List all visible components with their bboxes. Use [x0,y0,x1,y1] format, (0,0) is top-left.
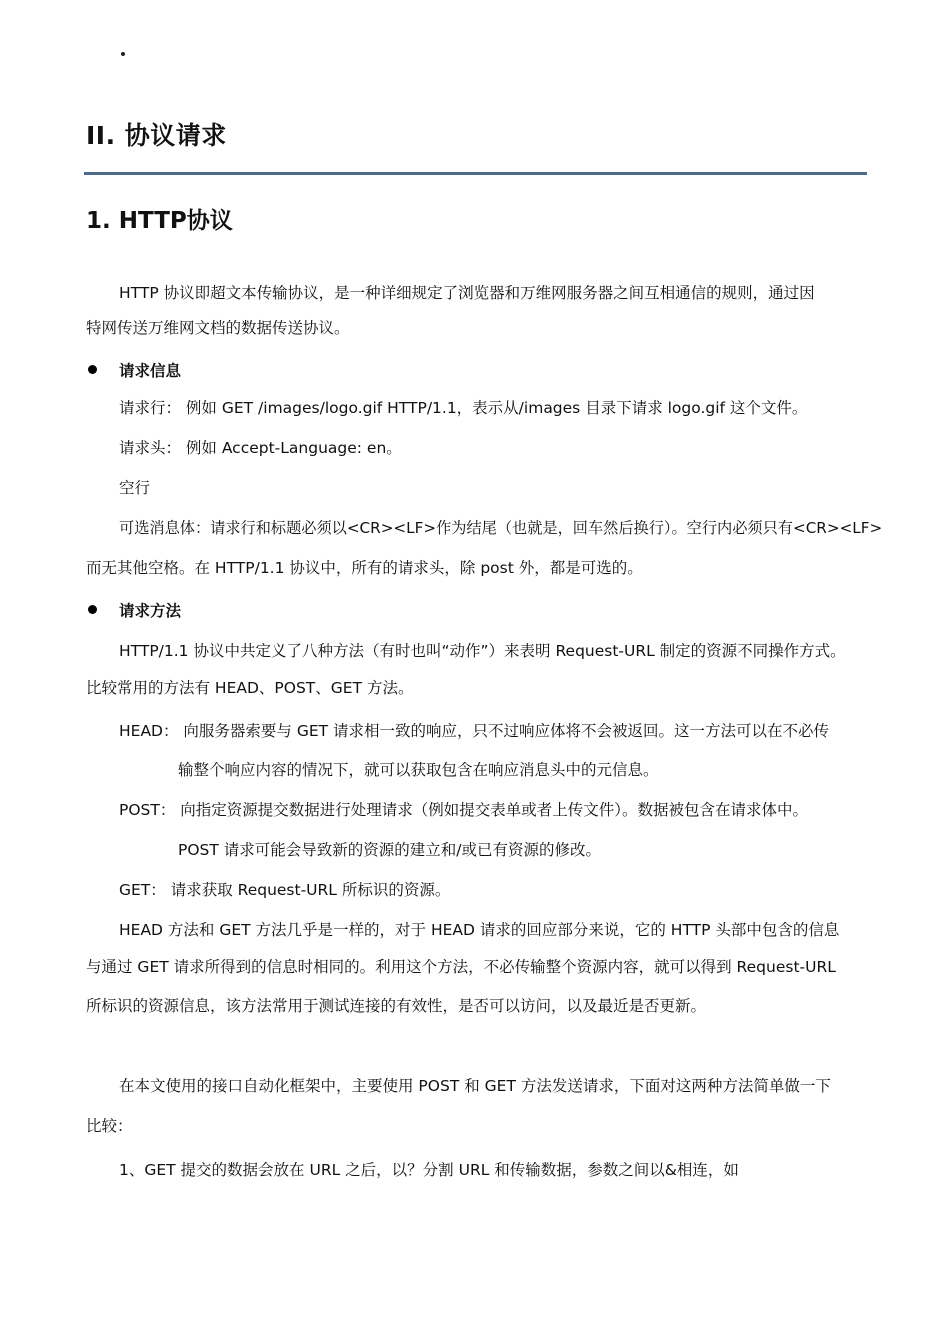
request-header-text: 请求头： 例如 Accept-Language: en。 [119,439,402,457]
framework-item-1: 1、GET 提交的数据会放在 URL 之后，以？分割 URL 和传输数据，参数之间以&相连，如 [119,1161,739,1179]
get-method-line: GET： 请求获取 Request-URL 所标识的资源。 [119,881,451,899]
methods-intro-line-1: HTTP/1.1 协议中共定义了八种方法（有时也叫“动作”）来表明 Request-URL 制定的资源不同操作方式。 [119,642,846,660]
blank-line-text: 空行 [119,479,151,497]
stray-dot [121,52,125,56]
request-methods-title: 请求方法 [119,602,182,620]
compare-line-2: 与通过 GET 请求所得到的信息时相同的。利用这个方法，不必传输整个资源内容，就可以得到 Request-URL [86,958,836,976]
head-method-line-2: 输整个响应内容的情况下，就可以获取包含在响应消息头中的元信息。 [178,761,659,779]
bullet-icon [88,605,97,614]
section-heading: II. 协议请求 [86,121,227,150]
intro-line-2: 特网传送万维网文档的数据传送协议。 [86,319,350,337]
optional-body-line-1: 可选消息体：请求行和标题必须以<CR><LF>作为结尾（也就是，回车然后换行）。空行内必须只有<CR><LF> [119,519,883,537]
request-info-title: 请求信息 [119,362,182,380]
compare-line-1: HEAD 方法和 GET 方法几乎是一样的，对于 HEAD 请求的回应部分来说，它的 HTTP 头部中包含的信息 [119,921,840,939]
framework-line-2: 比较： [86,1117,133,1135]
post-method-line-1: POST： 向指定资源提交数据进行处理请求（例如提交表单或者上传文件）。数据被包含在请求体中。 [119,801,809,819]
head-method-line-1: HEAD： 向服务器索要与 GET 请求相一致的响应，只不过响应体将不会被返回。这一方法可以在不必传 [119,722,830,740]
subsection-heading: 1. HTTP协议 [86,208,233,234]
framework-line-1: 在本文使用的接口自动化框架中，主要使用 POST 和 GET 方法发送请求，下面对这两种方法简单做一下 [119,1077,831,1095]
post-method-line-2: POST 请求可能会导致新的资源的建立和/或已有资源的修改。 [178,841,602,859]
request-line-text: 请求行： 例如 GET /images/logo.gif HTTP/1.1，表示从/images 目录下请求 logo.gif 这个文件。 [119,399,808,417]
methods-intro-line-2: 比较常用的方法有 HEAD、POST、GET 方法。 [86,679,414,697]
compare-line-3: 所标识的资源信息，该方法常用于测试连接的有效性，是否可以访问，以及最近是否更新。 [86,997,707,1015]
heading-divider [84,172,867,175]
bullet-icon [88,365,97,374]
intro-line-1: HTTP 协议即超文本传输协议，是一种详细规定了浏览器和万维网服务器之间互相通信的规则，通过因 [119,284,815,302]
optional-body-line-2: 而无其他空格。在 HTTP/1.1 协议中，所有的请求头，除 post 外，都是可选的。 [86,559,643,577]
